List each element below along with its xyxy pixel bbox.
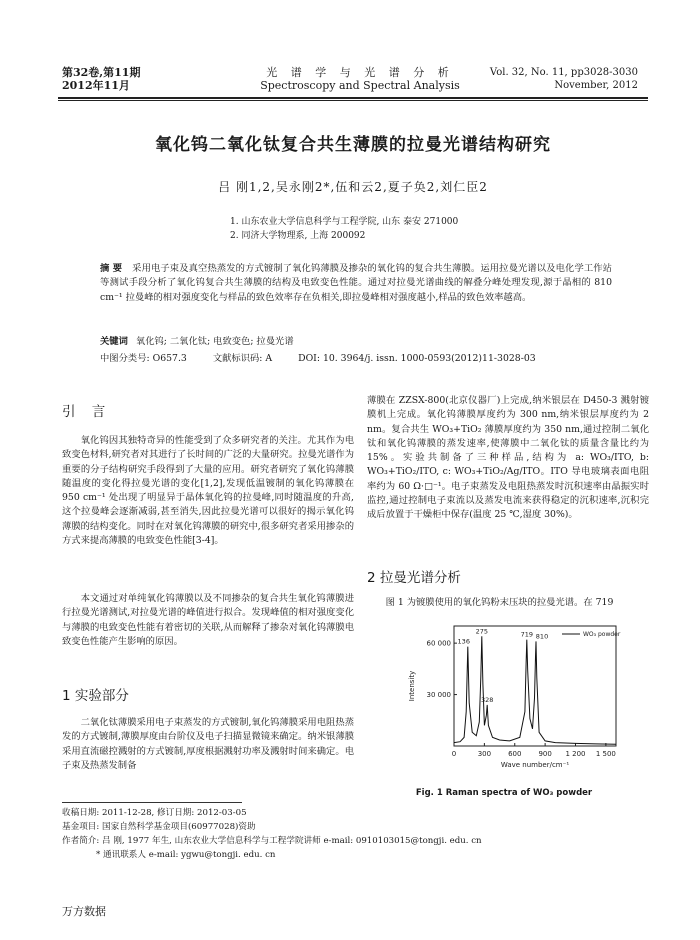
experiment-paragraph-2: 薄膜在 ZZSX-800(北京仪器厂)上完成,纳米银层在 D450-3 溅射镀膜机上完成。氧化钨薄膜厚度约为 300 nm,纳米银层厚度约为 2 nm。复合共生 WO₃+TiO₂ 薄膜厚度约为 350 nm,通过控制二氧化钛和氧化钨薄膜的蒸发速率,使薄膜中二氧化钛的质量含量比约为 15%。实验共制备了三种样品,结构为 a: WO₃/ITO, b: WO₃+TiO₂/ITO, c: WO₃+TiO₂/Ag/ITO。ITO 导电玻璃表面电阻率约为 60 Ω·□⁻¹。电子束蒸发及电阻热蒸发时沉积速率由晶振实时监控,通过控制电子束流以及蒸发电流来获得稳定的沉积速率,沉积完成后放置于干燥柜中保存(温度 25 ℃,湿度 30%)。 bbox=[367, 395, 649, 521]
footnote-corresponding: * 通讯联系人 e-mail: ygwu@tongji. edu. cn bbox=[96, 850, 276, 860]
peak-label: 275 bbox=[475, 627, 489, 636]
paper-title: 氧化钨二氧化钛复合共生薄膜的拉曼光谱结构研究 bbox=[155, 135, 551, 155]
footnote-author: 作者简介: 吕 刚, 1977 年生, 山东农业大学信息科学与工程学院讲师 e-mail: 0910103015@tongji. edu. cn bbox=[62, 836, 482, 846]
intro-paragraph-2: 本文通过对单纯氧化钨薄膜以及不同掺杂的复合共生氧化钨薄膜进行拉曼光谱测试,对拉曼光谱的峰值进行拟合。发现峰值的相对强度变化与薄膜的电致变色性能有着密切的关联,从而解释了掺杂对氧化钨薄膜电致变色性能产生影响的原因。 bbox=[62, 593, 354, 647]
affiliation-1: 1. 山东农业大学信息科学与工程学院, 山东 泰安 271000 bbox=[230, 217, 459, 227]
peak-label: 136 bbox=[457, 637, 470, 646]
clc-number: 中图分类号: O657.3 bbox=[100, 353, 187, 364]
series-line-wo3 bbox=[454, 636, 616, 744]
x-tick-label: 300 bbox=[477, 750, 492, 758]
peak-label: 810 bbox=[535, 632, 549, 641]
affiliation-2: 2. 同济大学物理系, 上海 200092 bbox=[230, 231, 366, 241]
volume-en-line1: Vol. 32, No. 11, pp3028-3030 bbox=[489, 67, 638, 78]
y-tick-label: 30 000 bbox=[426, 691, 451, 700]
keywords-text: 氧化钨; 二氧化钛; 电致变色; 拉曼光谱 bbox=[135, 336, 294, 347]
volume-cn-line1: 第32卷,第11期 bbox=[62, 66, 141, 79]
header-rule-thin bbox=[58, 100, 648, 101]
footnote-rule bbox=[62, 802, 242, 803]
volume-en bbox=[490, 66, 638, 92]
doi: DOI: 10. 3964/j. issn. 1000-0593(2012)11-3028-03 bbox=[298, 353, 536, 364]
legend-label: WO₃ powder bbox=[583, 631, 621, 638]
author-list: 吕 刚1,2,吴永刚2*,伍和云2,夏子奂2,刘仁臣2 bbox=[218, 180, 488, 194]
y-axis-label: Intensity bbox=[408, 670, 416, 702]
journal-name bbox=[250, 66, 470, 92]
y-tick-label: 60 000 bbox=[426, 639, 451, 648]
intro-heading: 引 言 bbox=[62, 404, 112, 420]
experiment-heading: 1 实验部分 bbox=[62, 688, 129, 704]
footnote-received: 收稿日期: 2011-12-28, 修订日期: 2012-03-05 bbox=[62, 808, 247, 818]
raman-chart bbox=[384, 620, 624, 770]
volume-en-line2: November, 2012 bbox=[554, 80, 638, 91]
x-tick-label: 1 200 bbox=[565, 750, 586, 758]
keywords-label: 关键词 bbox=[100, 336, 128, 347]
abstract-label: 摘 要 bbox=[100, 263, 123, 274]
figure-caption: Fig. 1 Raman spectra of WO₃ powder bbox=[415, 788, 593, 798]
raman-paragraph-1: 图 1 为镀膜使用的氧化钨粉末压块的拉曼光谱。在 719 bbox=[385, 597, 614, 608]
keywords bbox=[100, 333, 294, 347]
x-tick-label: 1 500 bbox=[595, 750, 616, 758]
watermark: 万方数据 bbox=[62, 905, 106, 918]
raman-chart-svg bbox=[384, 620, 624, 770]
experiment-paragraph-1: 二氧化钛薄膜采用电子束蒸发的方式镀制,氧化钨薄膜采用电阻热蒸发的方式镀制,薄膜厚度由台阶仪及电子扫描显微镜来确定。纳米银薄膜采用直流磁控溅射的方式镀制,厚度根据溅射功率及溅射时间来确定。电子束及热蒸发制备 bbox=[62, 717, 354, 771]
footnote-fund: 基金项目: 国家自然科学基金项目(60977028)资助 bbox=[62, 822, 256, 832]
x-axis-label: Wave number/cm⁻¹ bbox=[500, 761, 570, 769]
x-tick-label: 0 bbox=[451, 750, 457, 758]
volume-cn-line2: 2012年11月 bbox=[62, 79, 130, 92]
abstract bbox=[100, 262, 612, 305]
classification bbox=[100, 350, 562, 364]
x-tick-label: 900 bbox=[538, 750, 552, 758]
intro-paragraph-1: 氧化钨因其独特奇异的性能受到了众多研究者的关注。尤其作为电致变色材料,研究者对其进行了长时间的广泛的大量研究。拉曼光谱作为重要的分子结构研究手段得到了大量的应用。研究者研究了氧化钨薄膜随温度的变化得拉曼光谱的变化[1,2],发现低温镀制的氧化钨薄膜在 950 cm⁻¹ 处出现了明显异于晶体氧化钨的拉曼峰,同时随温度的升高,这个拉曼峰会逐渐减弱,甚至消失,因此拉曼光谱可以很好的揭示氧化钨薄膜的结构变化。同时在对氧化钨薄膜的研究中,很多研究者采用掺杂的方式来提高薄膜的电致变色性能[3-4]。 bbox=[62, 435, 354, 547]
document-code: 文献标识码: A bbox=[212, 353, 273, 364]
peak-label: 719 bbox=[520, 630, 534, 639]
x-tick-label: 600 bbox=[508, 750, 522, 758]
journal-name-cn: 光 谱 学 与 光 谱 分 析 bbox=[266, 66, 454, 79]
header-rule bbox=[58, 97, 648, 99]
volume-cn bbox=[62, 66, 140, 92]
raman-heading: 2 拉曼光谱分析 bbox=[367, 570, 461, 586]
peak-label: 328 bbox=[480, 695, 494, 704]
abstract-text: 采用电子束及真空热蒸发的方式镀制了氧化钨薄膜及掺杂的氧化钨的复合共生薄膜。运用拉曼光谱以及电化学工作站等测试手段分析了氧化钨复合共生薄膜的结构及电致变色性能。通过对拉曼光谱曲线的解叠分峰处理发现,源于晶相的 810 cm⁻¹ 拉曼峰的相对强度变化与样品的致色效率存在负相关,即拉曼峰相对强度越小,样品的致色效率越高。 bbox=[100, 263, 612, 303]
journal-name-en: Spectroscopy and Spectral Analysis bbox=[260, 79, 460, 92]
